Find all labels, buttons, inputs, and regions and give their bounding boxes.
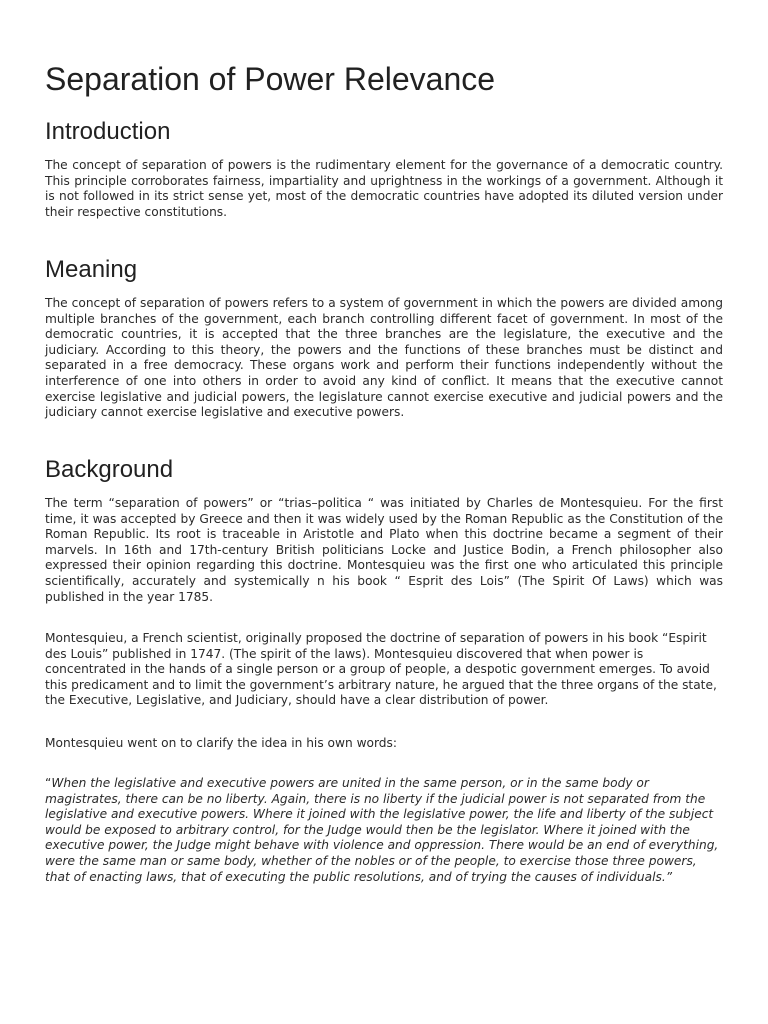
introduction-paragraph: The concept of separation of powers is the rudimentary element for the governance of a democratic country. This principle corroborates fairness, impartiality and uprightness in the workings of a government. Although it is not followed in its strict sense yet, most of the democratic countries have adopted its diluted version under their respective constitutions.	[45, 158, 723, 219]
meaning-paragraph: The concept of separation of powers refers to a system of government in which the powers are divided among multiple branches of the government, each branch controlling different facet of government. In most of the democratic countries, it is accepted that the three branches are the legislature, the executive and the judiciary. According to this theory, the powers and the functions of these branches must be distinct and separated in a free democracy. These organs work and perform their functions independently without the interference of one into others in order to avoid any kind of conflict. It means that the executive cannot exercise legislative and judicial powers, the legislature cannot exercise executive and judicial powers and the judiciary cannot exercise legislative and executive powers.	[45, 296, 723, 420]
heading-meaning: Meaning	[45, 256, 138, 283]
montesquieu-quote	[45, 776, 723, 885]
heading-background: Background	[45, 456, 174, 483]
quote-open-mark: “	[45, 776, 52, 790]
background-paragraph-3: Montesquieu went on to clarify the idea in his own words:	[45, 736, 397, 750]
heading-introduction: Introduction	[45, 118, 171, 145]
background-paragraph-2: Montesquieu, a French scientist, originally proposed the doctrine of separation of powers in his book “Espirit des Louis” published in 1747. (The spirit of the laws). Montesquieu discovered that when power is concentrated in the hands of a single person or a group of people, a despotic government emerges. To avoid this predicament and to limit the government’s arbitrary nature, he argued that the three organs of the state, the Executive, Legislative, and Judiciary, should have a clear distribution of power.	[45, 631, 717, 708]
quote-text: When the legislative and executive powers are united in the same person, or in the same body or magistrates, there can be no liberty. Again, there is no liberty if the judicial power is not separated from the legislative and executive powers. Where it joined with the legislative power, the life and liberty of the subject would be exposed to arbitrary control, for the Judge would then be the legislator. Where it joined with the executive power, the Judge might behave with violence and oppression. There would be an end of everything, were the same man or same body, whether of the nobles or of the people, to exercise those three powers, that of enacting laws, that of executing the public resolutions, and of trying the causes of individuals.”	[45, 776, 719, 884]
page-title: Separation of Power Relevance	[45, 61, 496, 97]
background-paragraph-1: The term “separation of powers” or “trias–politica “ was initiated by Charles de Montesquieu. For the first time, it was accepted by Greece and then it was widely used by the Roman Republic as the Constitution of the Roman Republic. Its root is traceable in Aristotle and Plato when this doctrine became a segment of their marvels. In 16th and 17th-century British politicians Locke and Justice Bodin, a French philosopher also expressed their opinion regarding this doctrine. Montesquieu was the first one who articulated this principle scientifically, accurately and systemically n his book “ Esprit des Lois” (The Spirit Of Laws) which was published in the year 1785.	[45, 496, 723, 604]
